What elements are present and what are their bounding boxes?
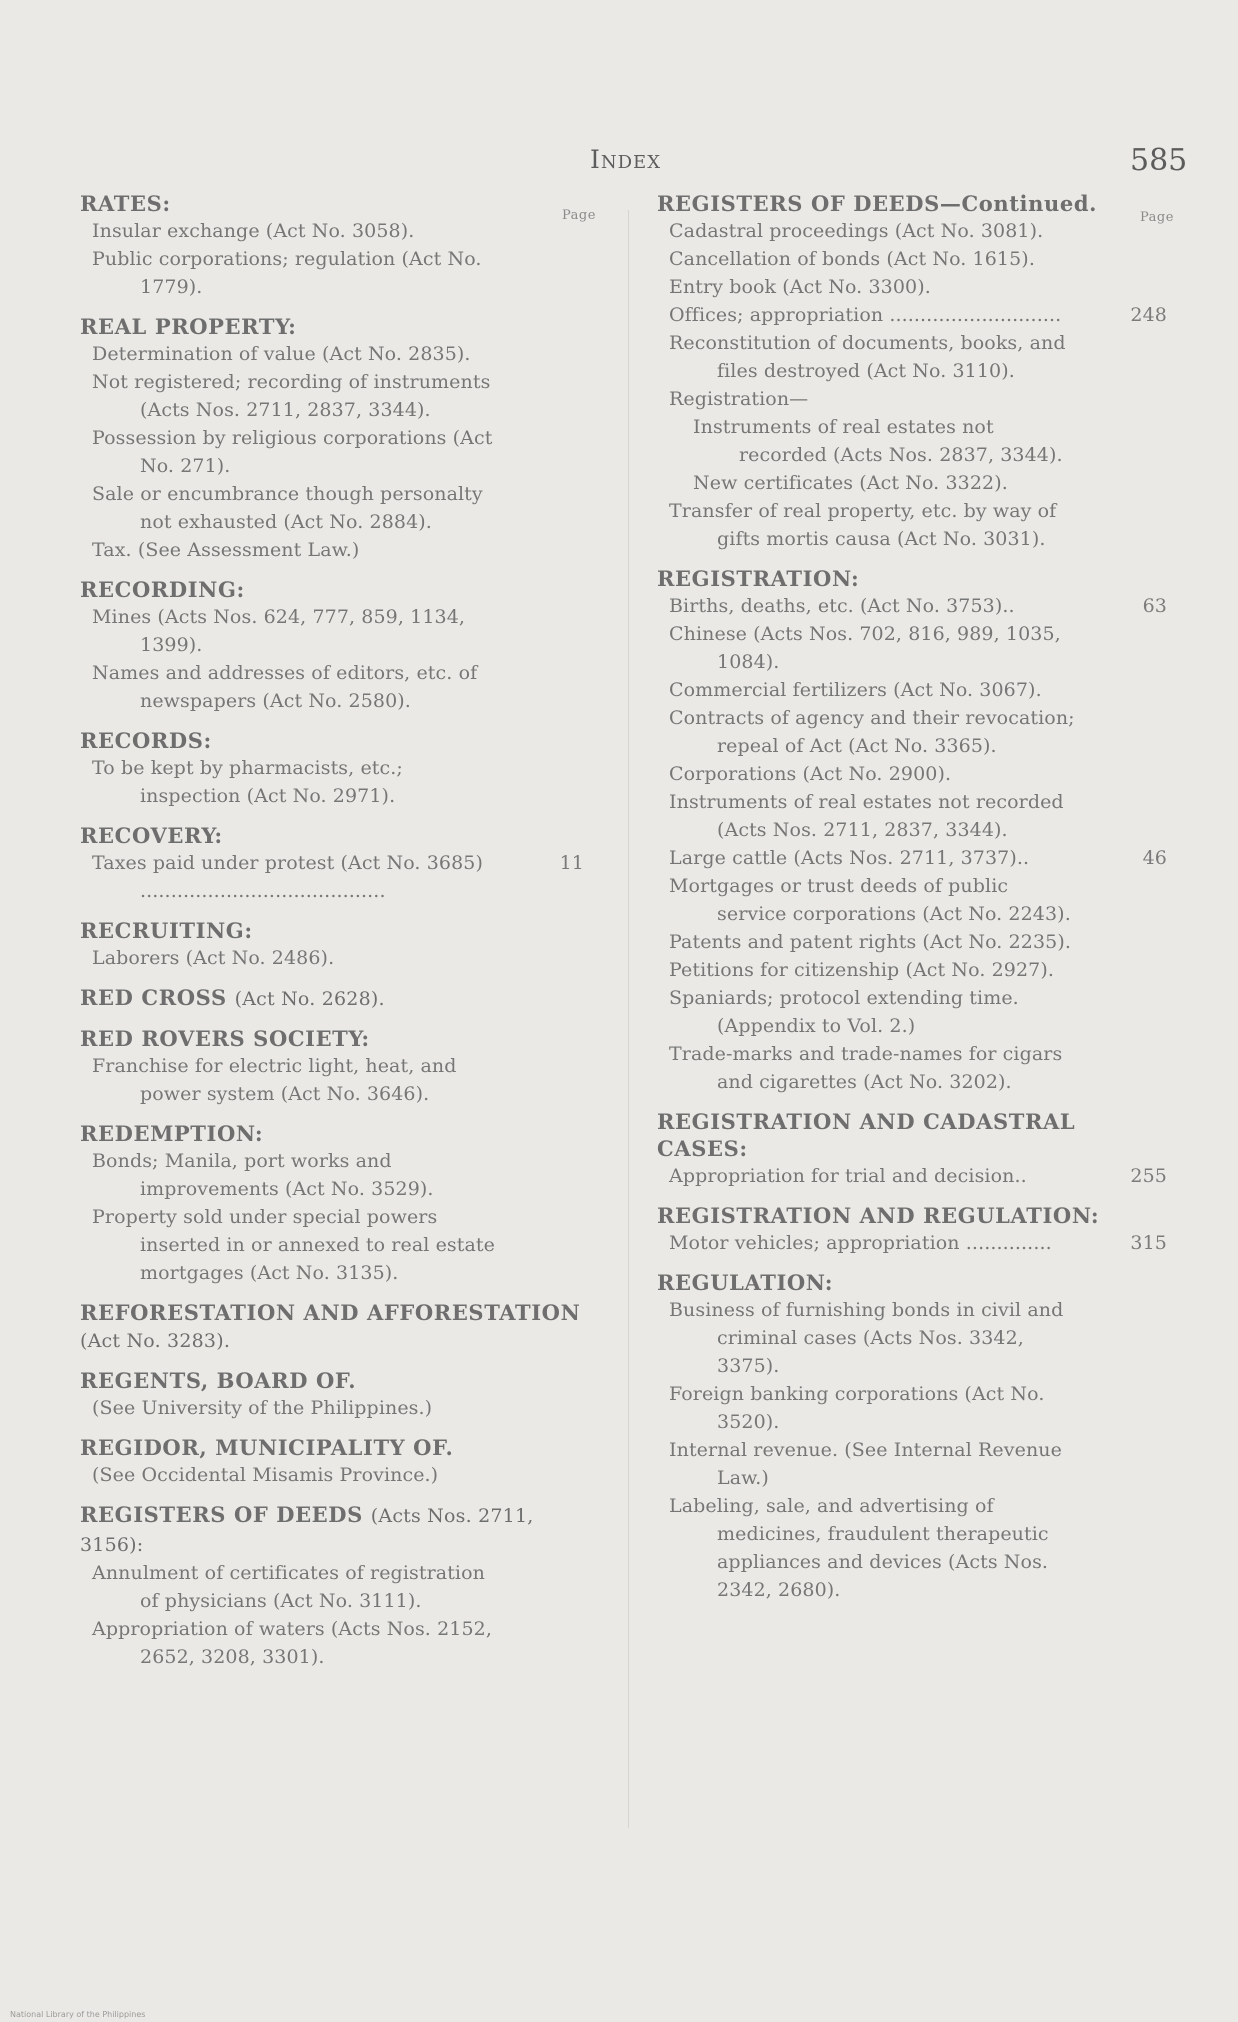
subentry-row: [647, 592, 1167, 620]
subentry-row: [647, 1162, 1167, 1190]
subentry-row: [64, 1052, 584, 1108]
subentry-text: Trade-marks and trade-names for cigars and cigarettes (Act No. 3202).: [669, 1043, 1063, 1093]
entry-heading-text: REGISTRATION:: [657, 566, 860, 591]
index-entry: [64, 1367, 584, 1422]
subentry-row: [64, 245, 584, 301]
subentry-row: [647, 872, 1167, 928]
subentry-text: Laborers (Act No. 2486).: [92, 947, 335, 969]
entry-heading: [80, 1367, 584, 1394]
subentry-text: Sale or encumbrance though personalty not exhausted (Act No. 2884).: [92, 483, 483, 533]
index-entry: [64, 1120, 584, 1287]
subentry-text: Determination of value (Act No. 2835).: [92, 343, 471, 365]
subentry-text: Business of furnishing bonds in civil and criminal cases (Acts Nos. 3342, 3375).: [669, 1299, 1064, 1377]
subentry-row: [647, 956, 1167, 984]
entry-heading-text: RED ROVERS SOCIETY:: [80, 1026, 370, 1051]
entry-heading-tail: (Act No. 2628).: [234, 988, 385, 1010]
index-entry: [64, 190, 584, 301]
subentry-page: 63: [1142, 595, 1167, 617]
entry-heading: [80, 1299, 584, 1355]
subentry-text: Reconstitution of documents, books, and files destroyed (Act No. 3110).: [669, 332, 1066, 382]
subentry-row: [64, 603, 584, 659]
index-entry: [64, 1501, 584, 1671]
subentry-text: Annulment of certificates of registration of physicians (Act No. 3111).: [92, 1562, 485, 1612]
index-entry: [64, 1299, 584, 1355]
subentry-row: [64, 1461, 584, 1489]
subentry-row: [647, 676, 1167, 704]
subentry-text: Cancellation of bonds (Act No. 1615).: [669, 248, 1035, 270]
entry-heading: [657, 565, 1167, 592]
subentry-text: Labeling, sale, and advertising of medicines, fraudulent therapeutic appliances and devices (Acts Nos. 2342, 2680).: [669, 1495, 1049, 1601]
entry-heading: [80, 1501, 584, 1559]
subentry-text: (See University of the Philippines.): [92, 1397, 433, 1419]
subentry-text: Appropriation of waters (Acts Nos. 2152, 2652, 3208, 3301).: [92, 1618, 492, 1668]
entry-heading-text: RED CROSS: [80, 985, 227, 1010]
subentry-page: 11: [559, 852, 584, 874]
subentry-row: [64, 1615, 584, 1671]
subentry-text: Motor vehicles; appropriation ..............: [669, 1232, 1052, 1254]
entry-heading: [657, 190, 1167, 217]
subentry-text: To be kept by pharmacists, etc.; inspection (Act No. 2971).: [92, 757, 403, 807]
entry-heading-text: REGENTS, BOARD OF.: [80, 1368, 357, 1393]
subentry-row: [647, 788, 1167, 844]
column-divider: [628, 210, 629, 1828]
subentry-text: Mines (Acts Nos. 624, 777, 859, 1134, 1399).: [92, 606, 466, 656]
subentry-row: [64, 849, 584, 905]
page-number: 585: [1130, 143, 1188, 178]
entry-heading: [657, 1108, 1167, 1162]
subentry-row: [64, 1203, 584, 1287]
page-header: [0, 145, 1238, 185]
footer-mark: National Library of the Philippines: [10, 2010, 146, 2019]
subentry-row: [647, 1296, 1167, 1380]
subentry-row: [64, 1559, 584, 1615]
entry-heading-text: RECRUITING:: [80, 918, 253, 943]
subentry-row: [647, 217, 1167, 245]
subentry-row: [64, 217, 584, 245]
entry-heading-text: REGULATION:: [657, 1270, 834, 1295]
index-entry: [64, 984, 584, 1013]
subentry-row: [647, 497, 1167, 553]
entry-heading-text: REGIDOR, MUNICIPALITY OF.: [80, 1435, 454, 1460]
subentry-text: Property sold under special powers inserted in or annexed to real estate mortgages (Act No. 3135).: [92, 1206, 496, 1284]
subentry-row: [647, 1380, 1167, 1436]
subentry-text: Registration—: [669, 388, 809, 410]
subentry-row: [647, 1492, 1167, 1604]
subentry-page: 248: [1130, 304, 1167, 326]
subentry-text: (See Occidental Misamis Province.): [92, 1464, 439, 1486]
subentry-row: [647, 844, 1167, 872]
subentry-text: Possession by religious corporations (Act No. 271).: [92, 427, 493, 477]
entry-heading: [80, 984, 584, 1013]
entry-heading: [80, 727, 584, 754]
subentry-row: [64, 368, 584, 424]
subentry-text: Large cattle (Acts Nos. 2711, 3737)..: [669, 847, 1030, 869]
entry-heading: [80, 822, 584, 849]
entry-heading-text: RECORDING:: [80, 577, 245, 602]
entry-heading-text: REAL PROPERTY:: [80, 314, 297, 339]
right-page-column-label: Page: [1140, 210, 1174, 225]
subentry-row: [647, 469, 1167, 497]
entry-heading: [80, 1025, 584, 1052]
subentry-text: Not registered; recording of instruments (Acts Nos. 2711, 2837, 3344).: [92, 371, 491, 421]
entry-heading: [80, 917, 584, 944]
subentry-text: Spaniards; protocol extending time. (Appendix to Vol. 2.): [669, 987, 1019, 1037]
index-entry: [647, 565, 1167, 1096]
subentry-row: [64, 536, 584, 564]
entry-heading-tail: (Acts Nos. 2711, 3156):: [80, 1505, 534, 1556]
subentry-text: Corporations (Act No. 2900).: [669, 763, 952, 785]
subentry-text: Petitions for citizenship (Act No. 2927).: [669, 959, 1055, 981]
entry-heading-tail: (Act No. 3283).: [80, 1330, 231, 1352]
subentry-text: Foreign banking corporations (Act No. 3520).: [669, 1383, 1045, 1433]
subentry-text: Entry book (Act No. 3300).: [669, 276, 931, 298]
subentry-page: 255: [1130, 1165, 1167, 1187]
subentry-text: Commercial fertilizers (Act No. 3067).: [669, 679, 1042, 701]
entry-heading: [80, 1434, 584, 1461]
subentry-row: [647, 1040, 1167, 1096]
subentry-row: [647, 620, 1167, 676]
subentry-text: Mortgages or trust deeds of public service corporations (Act No. 2243).: [669, 875, 1071, 925]
subentry-text: Taxes paid under protest (Act No. 3685) ........................................: [92, 852, 483, 902]
subentry-text: Insular exchange (Act No. 3058).: [92, 220, 415, 242]
subentry-text: Internal revenue. (See Internal Revenue Law.): [669, 1439, 1062, 1489]
subentry-row: [647, 413, 1167, 469]
index-entry: [64, 576, 584, 715]
subentry-text: Franchise for electric light, heat, and power system (Act No. 3646).: [92, 1055, 457, 1105]
index-entry: [64, 917, 584, 972]
subentry-text: Names and addresses of editors, etc. of newspapers (Act No. 2580).: [92, 662, 478, 712]
subentry-text: Cadastral proceedings (Act No. 3081).: [669, 220, 1044, 242]
entry-heading-text: REGISTERS OF DEEDS: [80, 1502, 363, 1527]
subentry-row: [647, 245, 1167, 273]
subentry-text: Bonds; Manila, port works and improvements (Act No. 3529).: [92, 1150, 434, 1200]
subentry-page: 315: [1130, 1232, 1167, 1254]
subentry-text: Instruments of real estates not recorded (Acts Nos. 2837, 3344).: [693, 416, 1063, 466]
entry-heading-text: REFORESTATION AND AFFORESTATION: [80, 1300, 581, 1325]
subentry-row: [64, 480, 584, 536]
subentry-text: New certificates (Act No. 3322).: [693, 472, 1008, 494]
index-entry: [647, 1269, 1167, 1604]
subentry-text: Births, deaths, etc. (Act No. 3753)..: [669, 595, 1015, 617]
index-entry: [647, 1108, 1167, 1190]
entry-heading: [657, 1202, 1167, 1229]
entry-heading-text: RATES:: [80, 191, 171, 216]
subentry-text: Instruments of real estates not recorded (Acts Nos. 2711, 2837, 3344).: [669, 791, 1064, 841]
entry-heading-text: RECORDS:: [80, 728, 212, 753]
subentry-row: [647, 329, 1167, 385]
entry-heading-text: REGISTERS OF DEEDS—Continued.: [657, 191, 1098, 216]
subentry-row: [64, 754, 584, 810]
entry-heading: [80, 313, 584, 340]
subentry-row: [647, 273, 1167, 301]
page-title: Index: [590, 145, 662, 174]
subentry-row: [64, 659, 584, 715]
index-entry: [64, 1025, 584, 1108]
subentry-row: [647, 704, 1167, 760]
subentry-text: Chinese (Acts Nos. 702, 816, 989, 1035, 1084).: [669, 623, 1061, 673]
subentry-row: [64, 944, 584, 972]
index-entry: [647, 1202, 1167, 1257]
subentry-text: Transfer of real property, etc. by way of gifts mortis causa (Act No. 3031).: [669, 500, 1057, 550]
subentry-row: [647, 1229, 1167, 1257]
subentry-row: [64, 1147, 584, 1203]
subentry-row: [647, 301, 1167, 329]
entry-heading-text: RECOVERY:: [80, 823, 223, 848]
subentry-row: [647, 385, 1167, 413]
subentry-page: 46: [1142, 847, 1167, 869]
subentry-text: Contracts of agency and their revocation; repeal of Act (Act No. 3365).: [669, 707, 1075, 757]
subentry-row: [647, 928, 1167, 956]
subentry-row: [647, 1436, 1167, 1492]
index-entry: [64, 727, 584, 810]
index-entry: [647, 190, 1167, 553]
index-entry: [64, 313, 584, 564]
subentry-text: Patents and patent rights (Act No. 2235).: [669, 931, 1071, 953]
subentry-row: [64, 1394, 584, 1422]
right-index-column: [647, 190, 1167, 1616]
entry-heading: [657, 1269, 1167, 1296]
entry-heading-text: REDEMPTION:: [80, 1121, 264, 1146]
entry-heading-text: REGISTRATION AND CADASTRAL CASES:: [657, 1109, 1076, 1161]
left-index-column: [64, 190, 584, 1683]
subentry-text: Appropriation for trial and decision..: [669, 1165, 1027, 1187]
subentry-text: Offices; appropriation ............................: [669, 304, 1062, 326]
index-entry: [64, 822, 584, 905]
subentry-row: [64, 424, 584, 480]
left-page-column-label: Page: [562, 208, 596, 223]
entry-heading: [80, 1120, 584, 1147]
entry-heading: [80, 190, 584, 217]
subentry-text: Public corporations; regulation (Act No. 1779).: [92, 248, 482, 298]
index-entry: [64, 1434, 584, 1489]
subentry-text: Tax. (See Assessment Law.): [92, 539, 360, 561]
entry-heading-text: REGISTRATION AND REGULATION:: [657, 1203, 1100, 1228]
entry-heading: [80, 576, 584, 603]
subentry-row: [647, 984, 1167, 1040]
subentry-row: [64, 340, 584, 368]
subentry-row: [647, 760, 1167, 788]
